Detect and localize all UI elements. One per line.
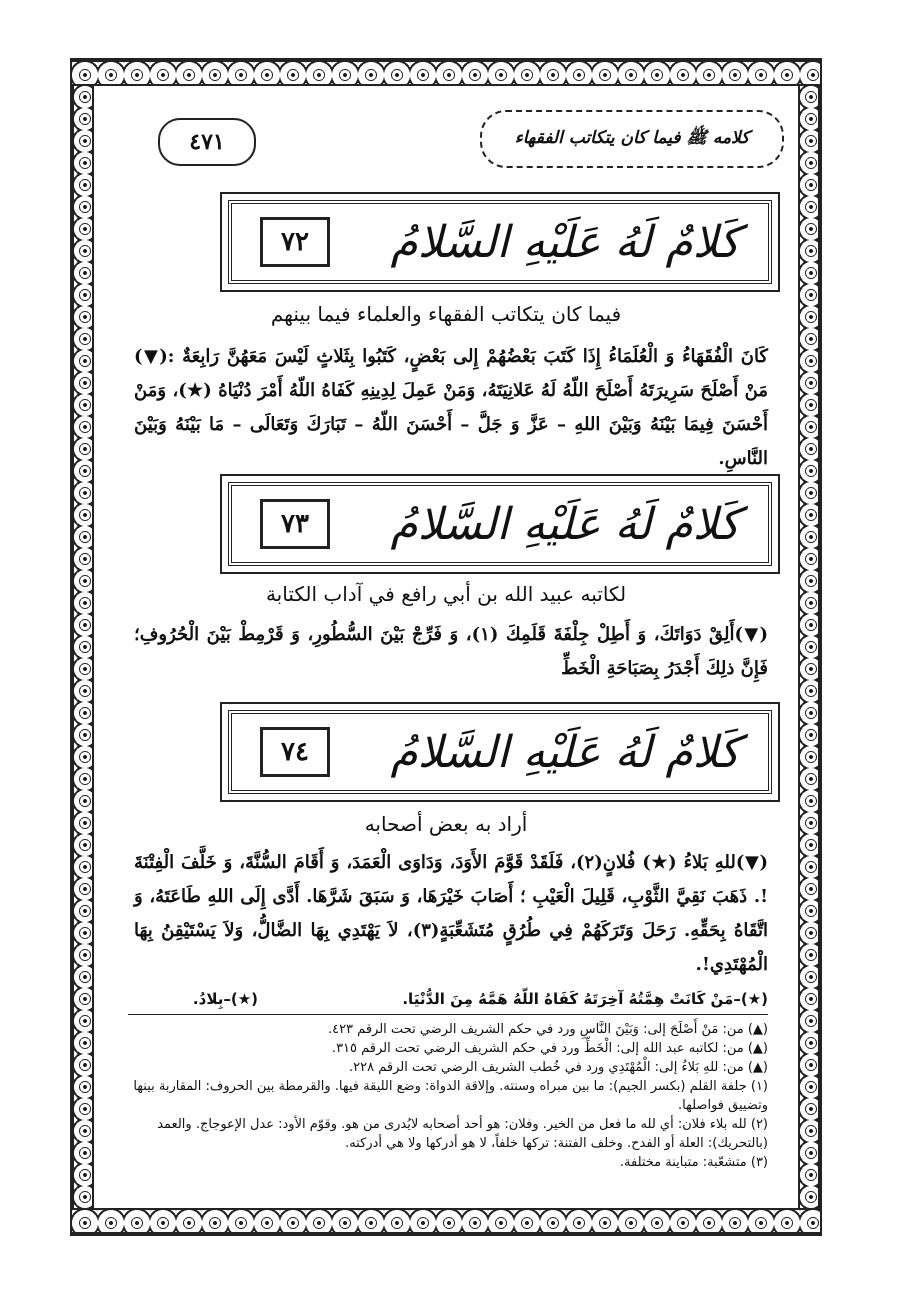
section-text: كَانَ الْفُقَهَاءُ وَ الْعُلَمَاءُ إِذَا كَتَبَ بَعْضُهُمْ إِلى بَعْضٍ، كَتَبُوا بِثَلاثٍ لَيْسَ مَعَهُنَّ رَابِعَةٌ :(▼) مَنْ أَصْلَحَ سَرِيرَتَهُ أَصْلَحَ اللّهُ لَهُ عَلانِيَتَهُ، وَمَنْ عَمِلَ لِدِينِهِ كَفَاهُ اللّهُ أَمْرَ دُنْيَاهُ (★)، وَمَنْ أَحْسَنَ فِيمَا بَيْنَهُ وَبَيْنَ اللهِ – عَزَّ وَ جَلَّ – أَحْسَنَ اللّهُ – تَبَارَكَ وَتَعَالَى – مَا بَيْنَهُ وَبَيْنَ النَّاسِ. bbox=[134, 346, 768, 469]
page-number: ٤٧١ bbox=[158, 118, 256, 166]
footnote: (٢) لله بلاء فلان: أي لله ما فعل من الخير. وفلان: هو أحد أصحابه لايُدرى من هو. وقوّم الأود: عدل الإعوجاج. والعمد (بالتحريك): العلة أو الفدح. وخلف الفتنة: تركها خلفاً، لا هو أدركها ولا هي أدركته. bbox=[157, 1117, 768, 1151]
section-number: ٧٤ bbox=[260, 727, 330, 777]
page-content bbox=[98, 90, 794, 1204]
section-text: (▼)للهِ بَلاءُ (★) فُلانٍ(٢)، فَلَقَدْ قَوَّمَ الأَوَدَ، وَدَاوَى الْعَمَدَ، وَ أَقَامَ السُّنَّةَ، وَ خَلَّفَ الْفِتْنَةَ !. ذَهَبَ نَقِيَّ الثَّوْبِ، قَلِيلَ الْعَيْبِ ؛ أَصَابَ خَيْرَهَا، وَ سَبَقَ شَرَّهَا. أَدَّى إِلَى اللهِ طَاعَتَهُ، وَ اتَّقَاهُ بِحَقِّهِ. رَحَلَ وَتَرَكَهُمْ فِي طُرُقٍ مُتَشَعِّبَةٍ(٣)، لاَ يَهْتَدِي بِهَا الضَّالُّ، وَلاَ يَسْتَيْقِنُ بِهَا الْمُهْتَدِي!. bbox=[134, 852, 768, 975]
ornament-border-top bbox=[72, 60, 820, 86]
section-number: ٧٣ bbox=[260, 499, 330, 549]
footnote: (▲) من: مَنْ أَصْلَحَ إلى: وَبَيْنَ النَّاسِ ورد في حكم الشريف الرضي تحت الرقم ٤٢٣. bbox=[327, 1022, 768, 1037]
star-notes-left bbox=[128, 990, 258, 1009]
footnote-divider bbox=[128, 1014, 768, 1015]
section-banner-73 bbox=[220, 474, 780, 574]
footnote: (▲) من: للهِ بَلاءُ إلى: الْمُهْتَدِي ورد في خُطب الشريف الرضي تحت الرقم ٢٢٨. bbox=[349, 1060, 768, 1075]
section-number: ٧٢ bbox=[260, 217, 330, 267]
ornament-border-left bbox=[72, 86, 94, 1208]
ornament-border-right bbox=[798, 86, 820, 1208]
section-banner-72 bbox=[220, 192, 780, 292]
section-subtitle: لكاتبه عبيد الله بن أبي رافع في آداب الكتابة bbox=[265, 582, 627, 606]
footnote: (٣) متشعّبة: متباينة مختلفة. bbox=[619, 1155, 768, 1170]
section-text: (▼)أَلِقْ دَوَاتَكَ، وَ أَطِلْ جِلْفَةَ قَلَمِكَ (١)، وَ فَرِّجْ بَيْنَ السُّطُورِ، وَ قَرْمِطْ بَيْنَ الْحُرُوفِ؛ فَإِنَّ ذلِكَ أَجْدَرُ بِصَبَاحَةِ الْخَطِّ bbox=[134, 624, 768, 679]
running-head: كلامه ﷺ فيما كان يتكاتب الفقهاء bbox=[480, 110, 784, 168]
page-border bbox=[70, 58, 822, 1236]
footnotes bbox=[128, 1020, 768, 1172]
banner-title: كَلامٌ لَهُ عَلَيْهِ السَّلامُ bbox=[390, 498, 740, 550]
footnote: (١) جلفة القلم (بكسر الجيم): ما بين مبراه وسنته. وإلاقة الدواة: وضع الليقة فيها. والقرمطة بين الحروف: المقاربة بينها وتضييق فواصلها. bbox=[133, 1079, 768, 1113]
section-subtitle: أراد به بعض أصحابه bbox=[364, 812, 528, 836]
footnote: (▲) من: لكاتبه عبد الله إلى: الْخَطِّ ورد في حكم الشريف الرضي تحت الرقم ٣١٥. bbox=[331, 1041, 768, 1056]
star-note: (★)–بِلادُ. bbox=[192, 990, 258, 1008]
ornament-border-bottom bbox=[72, 1208, 820, 1234]
banner-title: كَلامٌ لَهُ عَلَيْهِ السَّلامُ bbox=[390, 216, 740, 268]
section-banner-74 bbox=[220, 702, 780, 802]
banner-title: كَلامٌ لَهُ عَلَيْهِ السَّلامُ bbox=[390, 726, 740, 778]
section-subtitle: فيما كان يتكاتب الفقهاء والعلماء فيما بينهم bbox=[270, 302, 622, 326]
star-note: (★)–مَنْ كَانَتْ هِمَّتُهُ آخِرَتَهُ كَفَاهُ اللّهُ هَمَّهُ مِنَ الدُّنْيَا. bbox=[402, 990, 768, 1008]
